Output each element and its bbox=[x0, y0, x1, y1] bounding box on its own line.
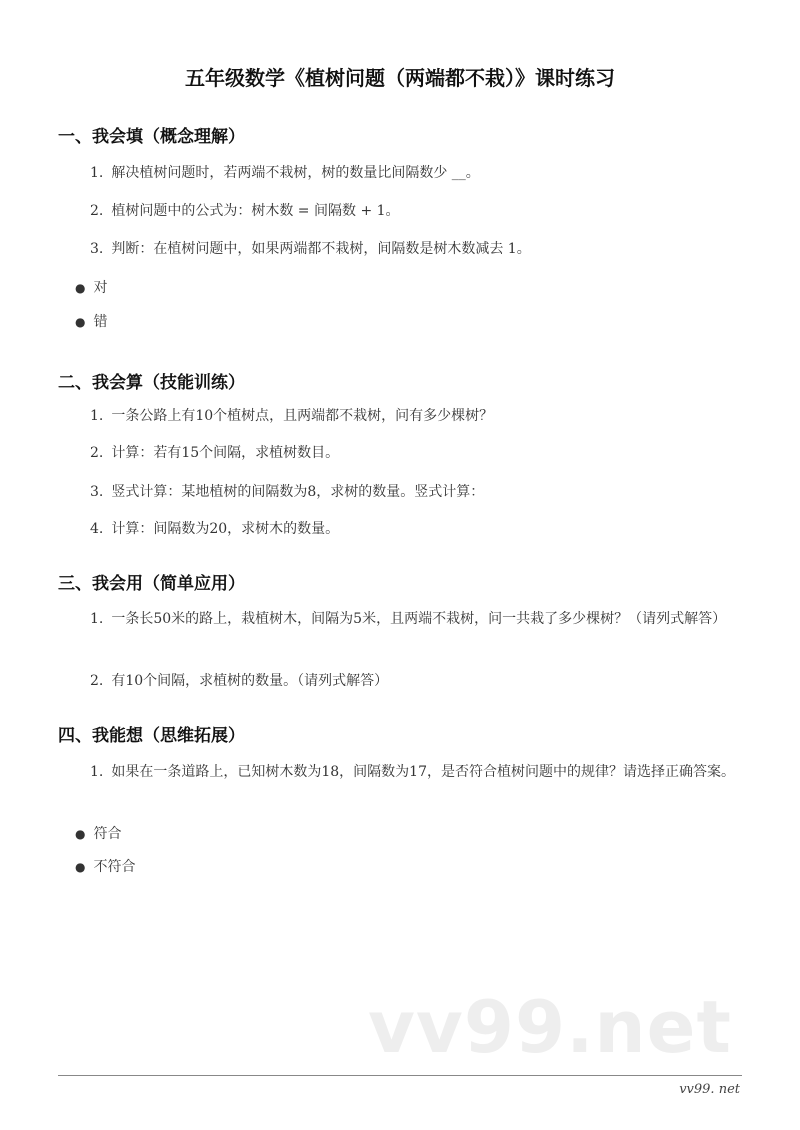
section-heading: 三、我会用（简单应用） bbox=[58, 574, 245, 594]
question-item bbox=[58, 441, 748, 465]
question-number: 2. bbox=[90, 673, 104, 689]
option-item[interactable] bbox=[75, 856, 135, 876]
question-number: 1. bbox=[90, 611, 104, 627]
question-number: 1. bbox=[90, 764, 104, 780]
question-number: 4. bbox=[90, 521, 104, 537]
option-item[interactable] bbox=[75, 823, 121, 843]
question-item bbox=[58, 404, 748, 428]
bullet-icon: ● bbox=[75, 315, 86, 329]
question-item bbox=[58, 607, 748, 631]
question-text: 一条公路上有10个植树点，且两端都不栽树，问有多少棵树？ bbox=[111, 408, 494, 424]
option-item[interactable] bbox=[75, 277, 107, 297]
section-heading: 一、我会填（概念理解） bbox=[58, 127, 245, 147]
footer-divider bbox=[58, 1075, 742, 1076]
question-number: 1. bbox=[90, 408, 104, 424]
question-text: 一条长50米的路上，栽植树木，间隔为5米，且两端不栽树，问一共栽了多少棵树？（请列式解答） bbox=[111, 611, 727, 627]
section-heading: 二、我会算（技能训练） bbox=[58, 373, 245, 393]
question-number: 2. bbox=[90, 445, 104, 461]
question-text: 解决植树问题时，若两端不栽树，树的数量比间隔数少 __。 bbox=[111, 165, 480, 181]
question-item bbox=[58, 199, 748, 223]
question-item bbox=[58, 760, 748, 784]
bullet-icon: ● bbox=[75, 827, 86, 841]
question-text: 植树问题中的公式为：树木数 = 间隔数 + 1。 bbox=[111, 203, 400, 219]
question-number: 2. bbox=[90, 203, 104, 219]
watermark: vv99.net bbox=[368, 985, 732, 1069]
option-label: 符合 bbox=[93, 826, 122, 842]
option-label: 不符合 bbox=[93, 859, 136, 875]
section-heading: 四、我能想（思维拓展） bbox=[58, 726, 245, 746]
question-number: 3. bbox=[90, 241, 104, 257]
page-title: 五年级数学《植树问题（两端都不栽）》课时练习 bbox=[185, 66, 615, 90]
question-text: 计算：若有15个间隔，求植树数目。 bbox=[111, 445, 340, 461]
question-item bbox=[58, 517, 748, 541]
question-text: 判断：在植树问题中，如果两端都不栽树，间隔数是树木数减去 1。 bbox=[111, 241, 531, 257]
question-number: 1. bbox=[90, 165, 104, 181]
question-item bbox=[58, 669, 748, 693]
question-text: 计算：间隔数为20，求树木的数量。 bbox=[111, 521, 340, 537]
option-item[interactable] bbox=[75, 311, 107, 331]
question-item bbox=[58, 161, 748, 185]
option-label: 对 bbox=[93, 280, 108, 296]
question-item bbox=[58, 237, 748, 261]
bullet-icon: ● bbox=[75, 281, 86, 295]
question-item bbox=[58, 480, 748, 504]
footer-site-label: vv99. net bbox=[679, 1082, 740, 1097]
question-text: 如果在一条道路上，已知树木数为18，间隔数为17，是否符合植树问题中的规律？请选择正确答案。 bbox=[111, 764, 735, 780]
option-label: 错 bbox=[93, 314, 108, 330]
question-text: 有10个间隔，求植树的数量。（请列式解答） bbox=[111, 673, 389, 689]
question-text: 竖式计算：某地植树的间隔数为8，求树的数量。竖式计算： bbox=[111, 484, 485, 500]
bullet-icon: ● bbox=[75, 860, 86, 874]
question-number: 3. bbox=[90, 484, 104, 500]
